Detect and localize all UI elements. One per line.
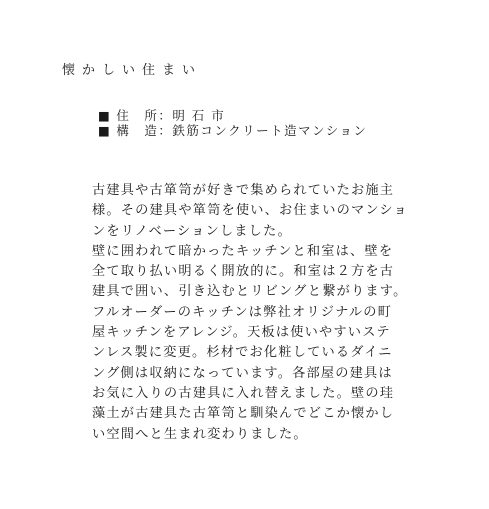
description-paragraph: [92, 181, 408, 445]
text-line: 様。その建具や箪笥を使い、お住まいのマンショ: [92, 203, 408, 219]
square-bullet-icon: ■: [98, 123, 112, 138]
text-line: い空間へと生まれ変わりました。: [92, 426, 308, 442]
spec-address: [98, 108, 368, 123]
spec-structure-text: 構 造：鉄筋コンクリート造マンション: [116, 123, 368, 138]
text-line: フルオーダーのキッチンは弊社オリジナルの町: [92, 304, 393, 320]
page-title: 懐かしい住まい: [62, 63, 203, 78]
text-line: 藻土が古建具た古箪笥と馴染んでどこか懐かし: [92, 406, 395, 422]
spec-structure: [98, 123, 368, 138]
text-line: 屋キッチンをアレンジ。天板は使いやすいステ: [92, 325, 391, 341]
text-line: ング側は収納になっています。各部屋の建具は: [92, 365, 393, 381]
spec-list: [98, 108, 368, 138]
text-line: 壁に囲われて暗かったキッチンと和室は、壁を: [92, 243, 394, 259]
text-line: ンレス製に変更。杉材でお化粧しているダイニ: [92, 345, 393, 361]
text-line: ンをリノベーションしました。: [92, 223, 292, 239]
text-line: 古建具や古箪笥が好きで集められていたお施主: [92, 183, 395, 198]
text-line: 建具で囲い、引き込むとリビングと繋がります。: [92, 284, 408, 300]
spec-address-text: 住 所：明 石 市: [116, 108, 226, 123]
square-bullet-icon: ■: [98, 108, 112, 123]
text-line: お気に入りの古建具に入れ替えました。壁の珪: [92, 385, 395, 401]
text-line: 全て取り払い明るく開放的に。和室は２方を古: [92, 264, 395, 280]
